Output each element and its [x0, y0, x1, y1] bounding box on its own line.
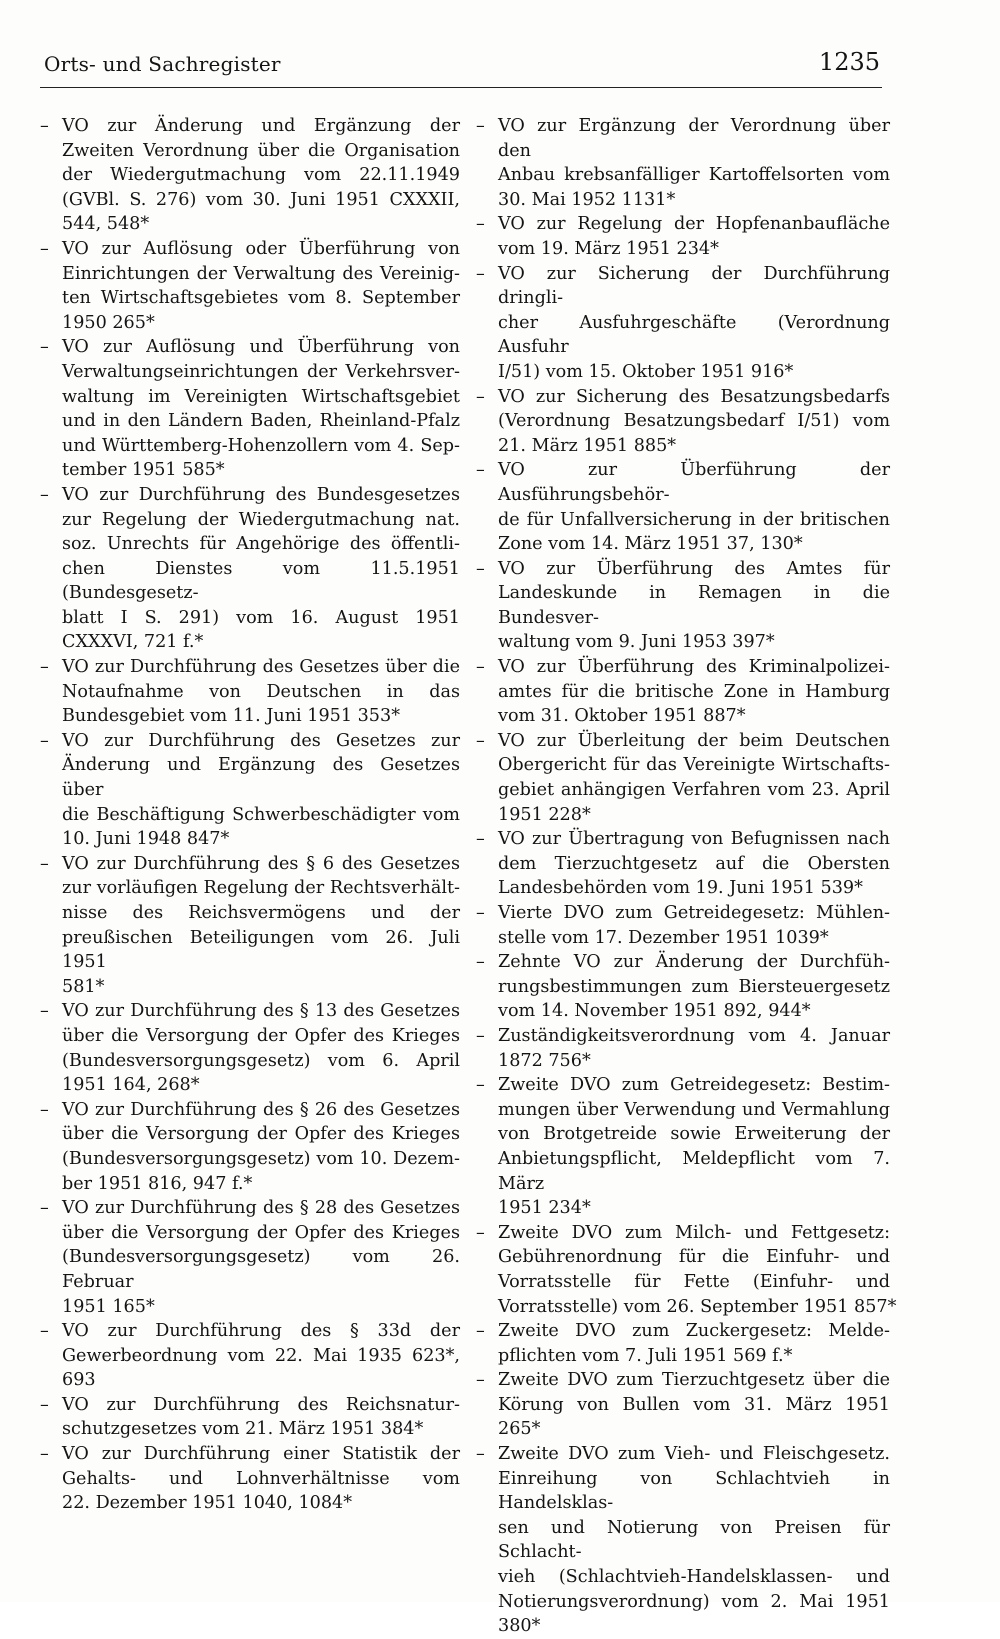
entry-line: VO zur Durchführung des § 33d der — [62, 1321, 460, 1342]
entry-line: VO zur Durchführung des § 13 des Gesetzes — [62, 1001, 460, 1022]
entry-line: VO zur Auflösung oder Überführung von — [62, 238, 460, 259]
entry-line: Notierungsverordnung) vom 2. Mai 1951 — [498, 1591, 890, 1612]
entry-line: Vorratsstelle für Fette (Einfuhr- und — [498, 1271, 890, 1292]
entry-line: 544, 548* — [62, 214, 150, 235]
index-entry — [40, 1319, 460, 1393]
entry-line: zur Regelung der Wiedergutmachung nat. — [62, 509, 460, 530]
entry-line: 265* — [498, 1419, 541, 1440]
entry-line: sen und Notierung von Preisen für Schlacht- — [498, 1517, 890, 1563]
entry-line: VO zur Durchführung einer Statistik der — [62, 1444, 460, 1465]
entry-line: 581* — [62, 976, 105, 997]
entry-line: VO zur Überleitung der beim Deutschen — [498, 730, 890, 751]
index-entry — [40, 1196, 460, 1319]
entry-dash: – — [40, 1321, 49, 1342]
index-entry — [476, 262, 890, 385]
entry-dash: – — [40, 484, 49, 505]
index-entry — [476, 212, 890, 261]
entry-line: Notaufnahme von Deutschen in das — [62, 681, 460, 702]
entry-line: soz. Unrechts für Angehörige des öffentli- — [62, 534, 460, 555]
entry-line: VO zur Ergänzung der Verordnung über den — [498, 116, 890, 161]
entry-line: VO zur Regelung der Hopfenanbaufläche — [498, 214, 890, 235]
entry-line: vom 19. März 1951 234* — [498, 238, 719, 259]
index-entry — [40, 237, 460, 335]
entry-line: von Brotgetreide sowie Erweiterung der — [498, 1124, 890, 1145]
index-entry — [40, 852, 460, 1000]
entry-dash: – — [40, 238, 49, 259]
index-entry — [476, 655, 890, 729]
entry-line: VO zur Auflösung und Überführung von — [62, 337, 460, 358]
entry-line: vieh (Schlachtvieh-Handelsklassen- und — [498, 1567, 890, 1588]
entry-line: nisse des Reichsvermögens und der — [62, 903, 460, 923]
entry-line: VO zur Durchführung des § 6 des Gesetzes — [62, 853, 460, 874]
entry-line: blatt I S. 291) vom 16. August 1951 — [62, 607, 460, 628]
index-entry — [476, 1319, 890, 1368]
entry-line: Landeskunde in Remagen in die Bundesver- — [498, 583, 890, 628]
entry-dash: – — [476, 116, 485, 136]
entry-line: amtes für die britische Zone in Hamburg — [498, 681, 890, 702]
entry-line: 693 — [62, 1370, 96, 1391]
running-head-title: Orts- und Sachregister — [44, 52, 281, 76]
entry-dash: – — [476, 558, 485, 579]
entry-line: Körung von Bullen vom 31. März 1951 — [498, 1394, 890, 1415]
index-entry — [40, 483, 460, 655]
entry-line: dem Tierzuchtgesetz auf die Obersten — [498, 853, 890, 874]
entry-line: 1951 165* — [62, 1296, 155, 1317]
entry-line: VO zur Änderung und Ergänzung der — [62, 116, 460, 136]
entry-dash: – — [40, 1394, 49, 1415]
header-divider — [40, 87, 882, 88]
entry-line: de für Unfallversicherung in der britischen — [498, 509, 890, 530]
index-entry — [476, 1073, 890, 1221]
index-entry — [40, 1393, 460, 1442]
entry-line: Gehalts- und Lohnverhältnisse vom — [62, 1468, 460, 1489]
index-entry — [40, 1442, 460, 1516]
entry-line: preußischen Beteiligungen vom 26. Juli 1951 — [62, 927, 460, 973]
entry-dash: – — [476, 1075, 485, 1096]
entry-line: Obergericht für das Vereinigte Wirtschafts- — [498, 755, 890, 776]
entry-line: VO zur Überführung des Kriminalpolizei- — [498, 657, 890, 678]
entry-line: Landesbehörden vom 19. Juni 1951 539* — [498, 878, 863, 899]
entry-line: cher Ausfuhrgeschäfte (Verordnung Ausfuhr — [498, 312, 890, 358]
entry-line: Bundesgebiet vom 11. Juni 1951 353* — [62, 706, 400, 727]
entry-line: 10. Juni 1948 847* — [62, 829, 230, 850]
entry-dash: – — [40, 116, 49, 136]
index-entry — [476, 827, 890, 901]
entry-dash: – — [40, 337, 49, 358]
entry-line: der Wiedergutmachung vom 22.11.1949 — [62, 165, 460, 186]
entry-dash: – — [476, 1444, 485, 1465]
entry-line: die Beschäftigung Schwerbeschädigter vom — [62, 804, 460, 825]
entry-line: VO zur Überführung der Ausführungsbehör- — [498, 460, 890, 505]
entry-line: Änderung und Ergänzung des Gesetzes über — [62, 755, 460, 801]
entry-dash: – — [476, 263, 485, 284]
index-column-right — [476, 114, 897, 1639]
index-entry — [40, 335, 460, 483]
entry-dash: – — [476, 1025, 485, 1046]
entry-dash: – — [40, 1198, 49, 1219]
entry-dash: – — [40, 1001, 49, 1022]
index-column-left — [40, 114, 460, 1516]
index-entry — [476, 385, 890, 459]
entry-line: (GVBl. S. 276) vom 30. Juni 1951 CXXXII, — [62, 189, 460, 210]
entry-line: (Bundesversorgungsgesetz) vom 6. April — [62, 1050, 460, 1071]
entry-line: VO zur Überführung des Amtes für — [498, 558, 890, 579]
entry-line: Zone vom 14. März 1951 37, 130* — [498, 534, 803, 555]
entry-line: (Bundesversorgungsgesetz) vom 10. Dezem- — [62, 1148, 460, 1169]
entry-dash: – — [40, 730, 49, 751]
entry-line: über die Versorgung der Opfer des Krieges — [62, 1124, 460, 1145]
entry-line: CXXXVI, 721 f.* — [62, 632, 204, 653]
index-entry — [476, 950, 890, 1024]
index-entry — [476, 1221, 897, 1319]
entry-line: vom 14. November 1951 892, 944* — [498, 1001, 811, 1022]
index-entry — [476, 557, 890, 655]
entry-line: tember 1951 585* — [62, 460, 225, 481]
entry-line: Zweite DVO zum Vieh- und Fleischgesetz. — [498, 1444, 890, 1465]
entry-line: 1951 228* — [498, 804, 591, 825]
entry-dash: – — [40, 657, 49, 678]
page-header — [40, 44, 880, 84]
entry-line: Zweite DVO zum Zuckergesetz: Melde- — [498, 1321, 890, 1342]
index-entry — [476, 1368, 890, 1442]
entry-line: VO zur Durchführung des § 26 des Gesetzes — [62, 1099, 460, 1120]
entry-dash: – — [40, 1099, 49, 1120]
entry-line: ten Wirtschaftsgebietes vom 8. September — [62, 288, 460, 309]
index-entry — [476, 1024, 890, 1073]
entry-line: waltung vom 9. Juni 1953 397* — [498, 632, 775, 653]
entry-dash: – — [476, 952, 485, 973]
entry-line: Vierte DVO zum Getreidegesetz: Mühlen- — [498, 903, 890, 923]
entry-line: über die Versorgung der Opfer des Krieges — [62, 1025, 460, 1046]
entry-line: stelle vom 17. Dezember 1951 1039* — [498, 927, 829, 948]
entry-line: Gewerbeordnung vom 22. Mai 1935 623*, — [62, 1345, 460, 1366]
entry-line: Anbietungspflicht, Meldepflicht vom 7. März — [498, 1148, 890, 1194]
entry-line: VO zur Durchführung des Bundesgesetzes — [62, 484, 460, 505]
index-entry — [40, 729, 460, 852]
index-entry — [476, 1442, 890, 1639]
entry-line: VO zur Übertragung von Befugnissen nach — [498, 829, 890, 850]
entry-line: Zweiten Verordnung über die Organisation — [62, 140, 460, 161]
entry-dash: – — [476, 460, 485, 481]
entry-dash: – — [476, 1321, 485, 1342]
entry-line: chen Dienstes vom 11.5.1951 (Bundesgesetz- — [62, 558, 460, 604]
entry-line: VO zur Sicherung des Besatzungsbedarfs — [498, 386, 890, 407]
entry-line: Zehnte VO zur Änderung der Durchfüh- — [498, 952, 890, 973]
entry-dash: – — [40, 853, 49, 874]
entry-line: 380* — [498, 1616, 541, 1637]
entry-line: I/51) vom 15. Oktober 1951 916* — [498, 361, 794, 382]
entry-dash: – — [476, 1222, 485, 1243]
index-entry — [476, 114, 890, 212]
entry-line: Zweite DVO zum Tierzuchtgesetz über die — [498, 1370, 890, 1391]
entry-line: VO zur Sicherung der Durchführung dringli- — [498, 263, 890, 309]
index-entry — [476, 458, 890, 556]
entry-line: Gebührenordnung für die Einfuhr- und — [498, 1247, 890, 1268]
index-entry — [476, 729, 890, 827]
entry-line: und in den Ländern Baden, Rheinland-Pfalz — [62, 411, 460, 432]
entry-line: VO zur Durchführung des Reichsnatur- — [62, 1394, 460, 1415]
entry-line: schutzgesetzes vom 21. März 1951 384* — [62, 1419, 424, 1440]
entry-dash: – — [40, 1444, 49, 1465]
entry-line: Vorratsstelle) vom 26. September 1951 857* — [498, 1296, 897, 1317]
entry-line: gebiet anhängigen Verfahren vom 23. April — [498, 780, 890, 801]
index-entry — [476, 901, 890, 950]
entry-dash: – — [476, 730, 485, 751]
entry-line: waltung im Vereinigten Wirtschaftsgebiet — [62, 386, 460, 407]
entry-line: über die Versorgung der Opfer des Krieges — [62, 1222, 460, 1243]
entry-dash: – — [476, 829, 485, 850]
entry-line: 1872 756* — [498, 1050, 591, 1071]
entry-line: Zuständigkeitsverordnung vom 4. Januar — [498, 1025, 890, 1046]
entry-line: zur vorläufigen Regelung der Rechtsverhält- — [62, 878, 460, 899]
entry-dash: – — [476, 1370, 485, 1391]
entry-line: VO zur Durchführung des Gesetzes zur — [62, 730, 460, 751]
index-entry — [40, 999, 460, 1097]
entry-line: Verwaltungseinrichtungen der Verkehrsver- — [62, 361, 460, 382]
index-entry — [40, 655, 460, 729]
entry-line: 30. Mai 1952 1131* — [498, 189, 676, 210]
entry-line: Einrichtungen der Verwaltung des Vereinig- — [62, 263, 460, 284]
entry-line: vom 31. Oktober 1951 887* — [498, 706, 746, 727]
entry-line: und Württemberg-Hohenzollern vom 4. Sep- — [62, 435, 460, 456]
entry-line: 1950 265* — [62, 312, 155, 333]
entry-line: Einreihung von Schlachtvieh in Handelsklas- — [498, 1468, 890, 1514]
index-entry — [40, 114, 460, 237]
entry-line: mungen über Verwendung und Vermahlung — [498, 1099, 890, 1120]
entry-line: 1951 234* — [498, 1198, 591, 1219]
entry-line: rungsbestimmungen zum Biersteuergesetz — [498, 976, 890, 997]
entry-line: 21. März 1951 885* — [498, 435, 677, 456]
index-entry — [40, 1098, 460, 1196]
entry-line: Zweite DVO zum Milch- und Fettgesetz: — [498, 1222, 890, 1243]
entry-dash: – — [476, 903, 485, 923]
entry-line: (Verordnung Besatzungsbedarf I/51) vom — [498, 411, 890, 432]
entry-line: pflichten vom 7. Juli 1951 569 f.* — [498, 1345, 793, 1366]
entry-line: (Bundesversorgungsgesetz) vom 26. Februar — [62, 1247, 460, 1292]
entry-line: 1951 164, 268* — [62, 1075, 200, 1096]
entry-dash: – — [476, 657, 485, 678]
entry-line: VO zur Durchführung des § 28 des Gesetzes — [62, 1198, 460, 1219]
page-number: 1235 — [818, 48, 880, 76]
entry-line: VO zur Durchführung des Gesetzes über die — [62, 657, 460, 678]
entry-dash: – — [476, 214, 485, 235]
entry-dash: – — [476, 386, 485, 407]
entry-line: ber 1951 816, 947 f.* — [62, 1173, 253, 1194]
entry-line: Zweite DVO zum Getreidegesetz: Bestim- — [498, 1075, 890, 1096]
entry-line: 22. Dezember 1951 1040, 1084* — [62, 1493, 353, 1514]
entry-line: Anbau krebsanfälliger Kartoffelsorten vom — [498, 165, 890, 186]
